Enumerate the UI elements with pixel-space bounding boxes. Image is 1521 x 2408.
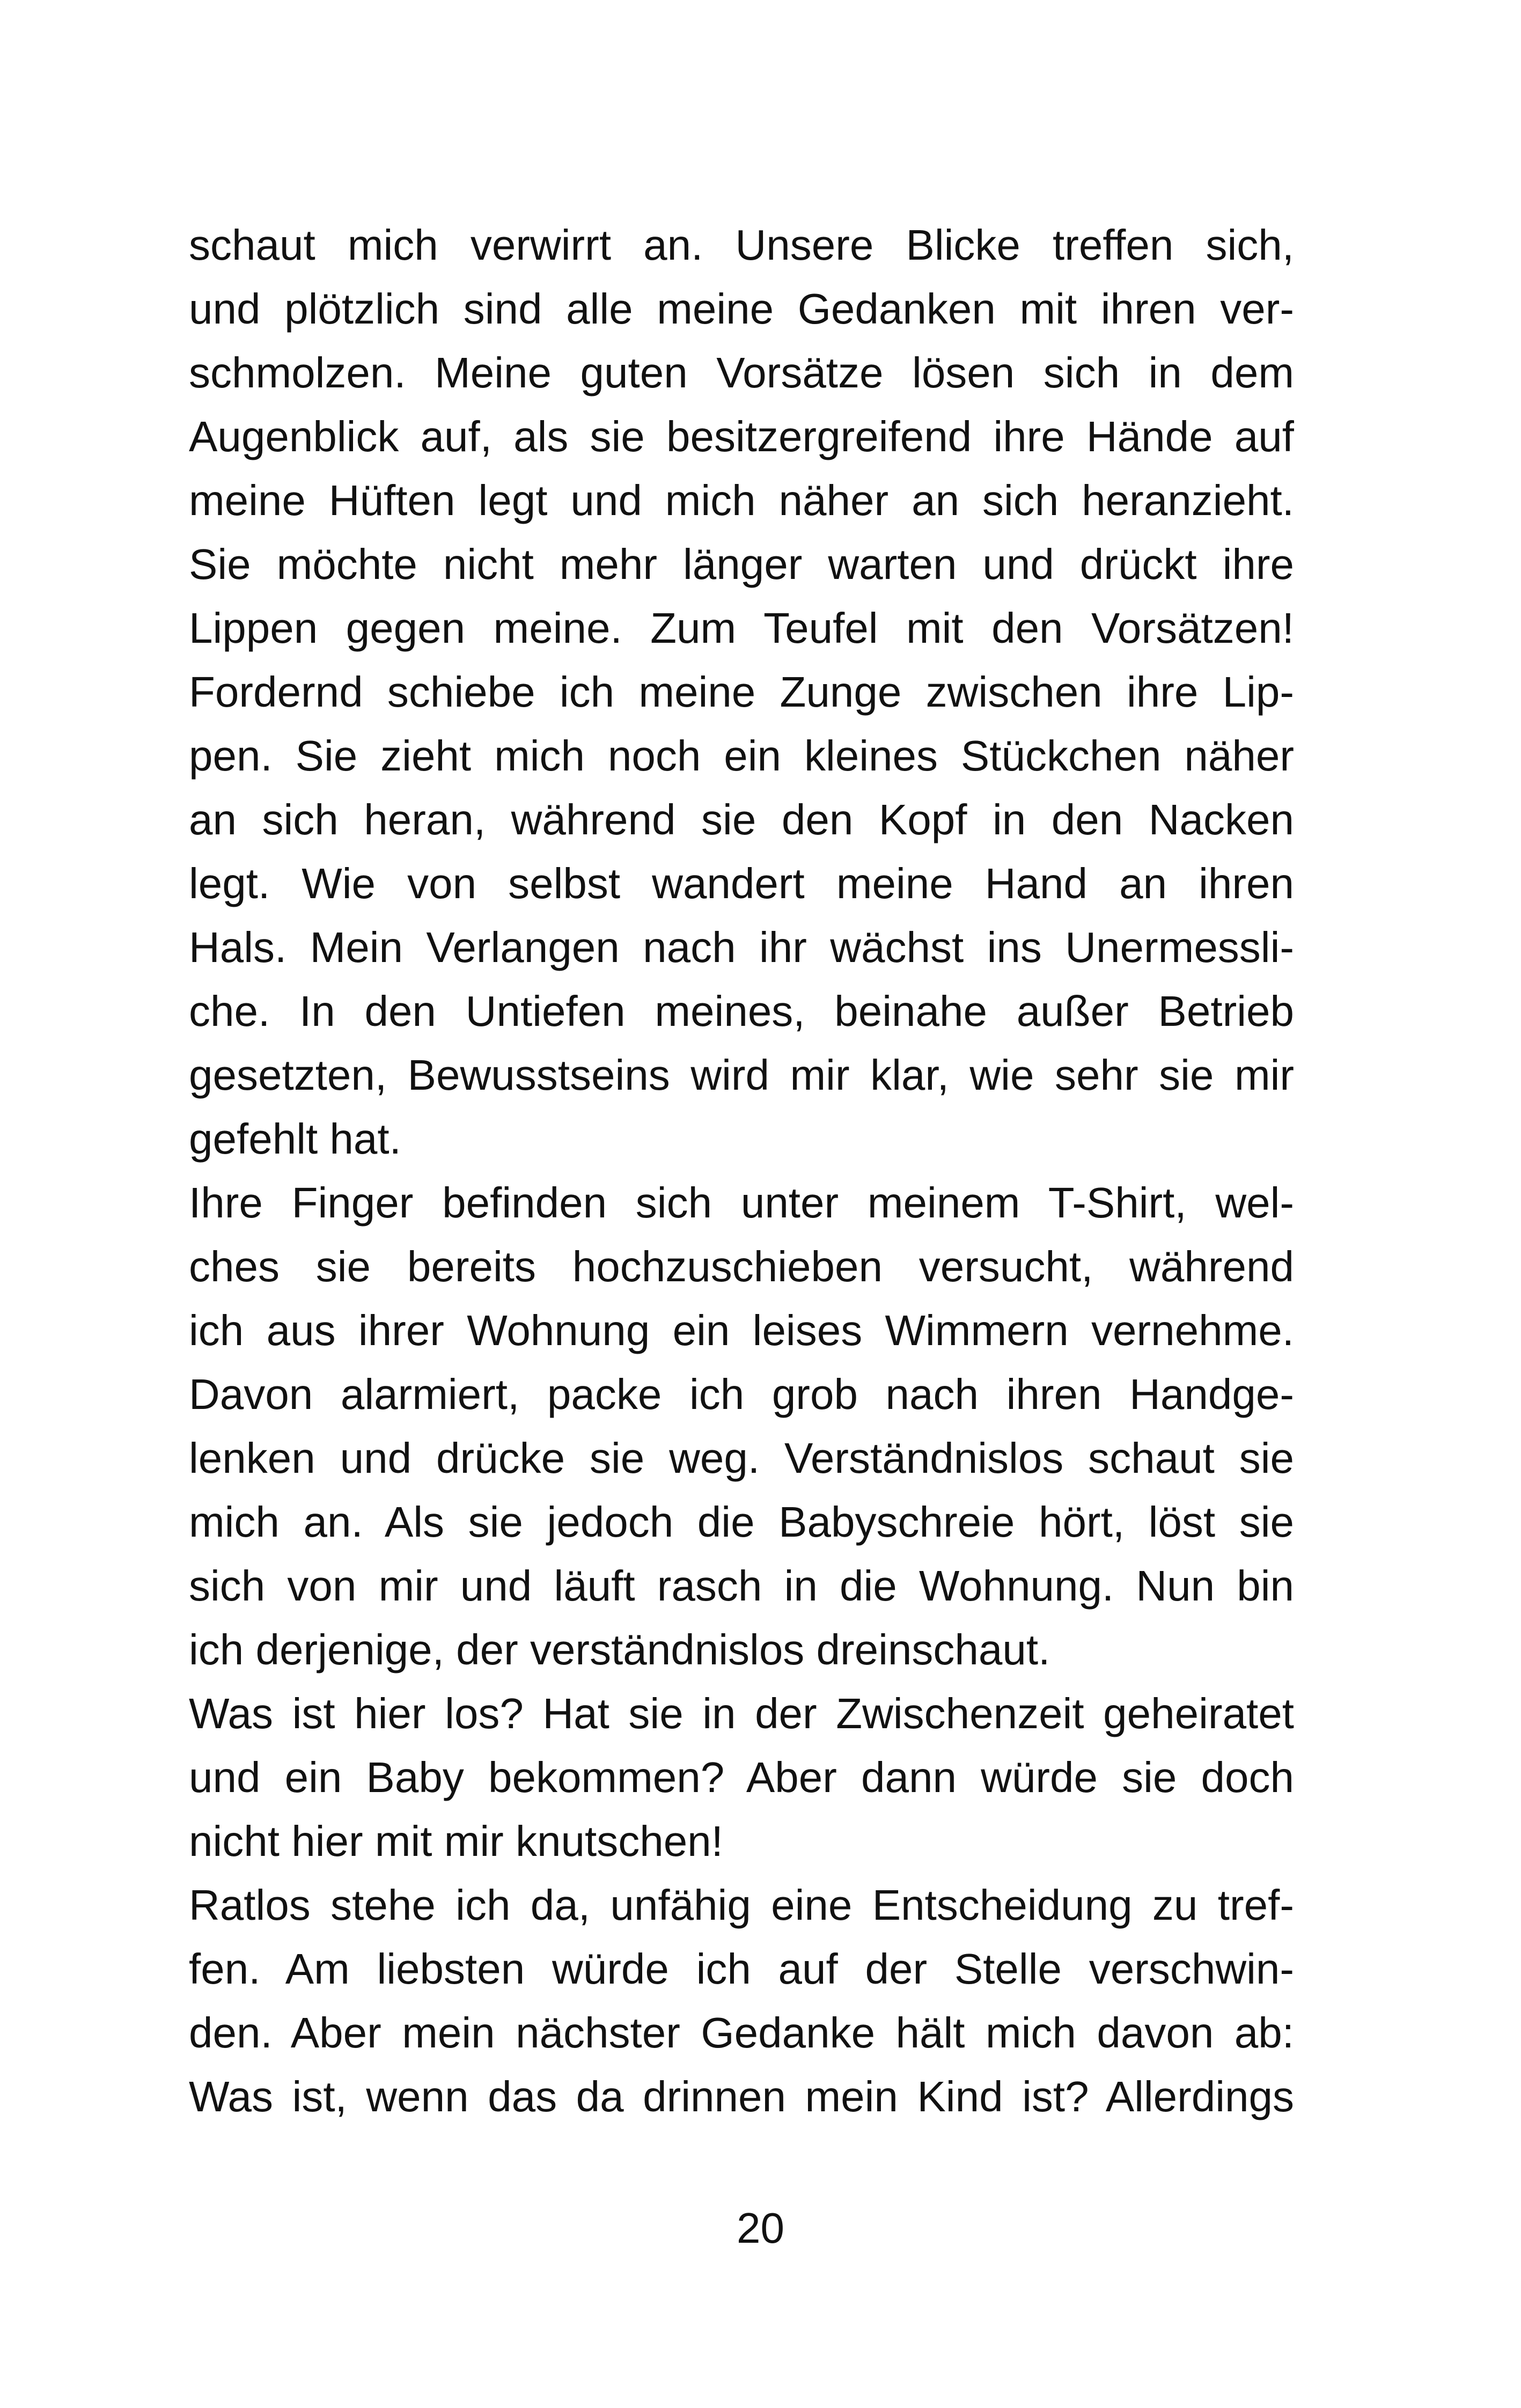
text-line: und ein Baby bekommen? Aber dann würde sie doch [189, 1753, 1294, 1801]
text-line: sich von mir und läuft rasch in die Wohnung. Nun bin [189, 1562, 1294, 1610]
text-line: Fordernd schiebe ich meine Zunge zwischen ihre Lip- [189, 668, 1294, 716]
text-line: Ihre Finger befinden sich unter meinem T-Shirt, wel- [189, 1179, 1294, 1227]
text-line: Was ist hier los? Hat sie in der Zwischenzeit geheiratet [189, 1690, 1294, 1737]
text-line: lenken und drücke sie weg. Verständnislos schaut sie [189, 1434, 1294, 1482]
text-line: gesetzten, Bewusstseins wird mir klar, wie sehr sie mir [189, 1051, 1294, 1099]
text-line: den. Aber mein nächster Gedanke hält mich davon ab: [189, 2009, 1294, 2057]
text-line: Was ist, wenn das da drinnen mein Kind ist? Allerdings [189, 2073, 1294, 2120]
text-line: ches sie bereits hochzuschieben versucht, während [189, 1243, 1294, 1290]
text-line: gefehlt hat. [189, 1115, 401, 1163]
text-line: Sie möchte nicht mehr länger warten und drückt ihre [189, 540, 1294, 588]
text-line: Davon alarmiert, packe ich grob nach ihren Handge- [189, 1370, 1294, 1418]
body-text [189, 213, 1294, 2128]
text-line: Augenblick auf, als sie besitzergreifend ihre Hände auf [189, 413, 1294, 460]
text-line: fen. Am liebsten würde ich auf der Stelle verschwin- [189, 1945, 1294, 1993]
text-line: ich derjenige, der verständnislos dreinschaut. [189, 1626, 1050, 1673]
text-line: und plötzlich sind alle meine Gedanken mit ihren ver- [189, 285, 1294, 333]
text-line: nicht hier mit mir knutschen! [189, 1817, 723, 1865]
text-line: ich aus ihrer Wohnung ein leises Wimmern vernehme. [189, 1306, 1294, 1354]
text-line: mich an. Als sie jedoch die Babyschreie hört, löst sie [189, 1498, 1294, 1546]
text-line: meine Hüften legt und mich näher an sich heranzieht. [189, 476, 1294, 524]
text-line: che. In den Untiefen meines, beinahe außer Betrieb [189, 987, 1294, 1035]
text-line: Ratlos stehe ich da, unfähig eine Entscheidung zu tref- [189, 1881, 1294, 1929]
text-line: schmolzen. Meine guten Vorsätze lösen sich in dem [189, 349, 1294, 397]
text-line: Hals. Mein Verlangen nach ihr wächst ins Unermessli- [189, 923, 1294, 971]
text-line: pen. Sie zieht mich noch ein kleines Stückchen näher [189, 732, 1294, 780]
text-line: an sich heran, während sie den Kopf in den Nacken [189, 796, 1294, 843]
text-line: schaut mich verwirrt an. Unsere Blicke treffen sich, [189, 221, 1294, 269]
text-line: legt. Wie von selbst wandert meine Hand an ihren [189, 860, 1294, 907]
text-line: Lippen gegen meine. Zum Teufel mit den Vorsätzen! [189, 604, 1294, 652]
page-number: 20 [737, 2204, 784, 2252]
